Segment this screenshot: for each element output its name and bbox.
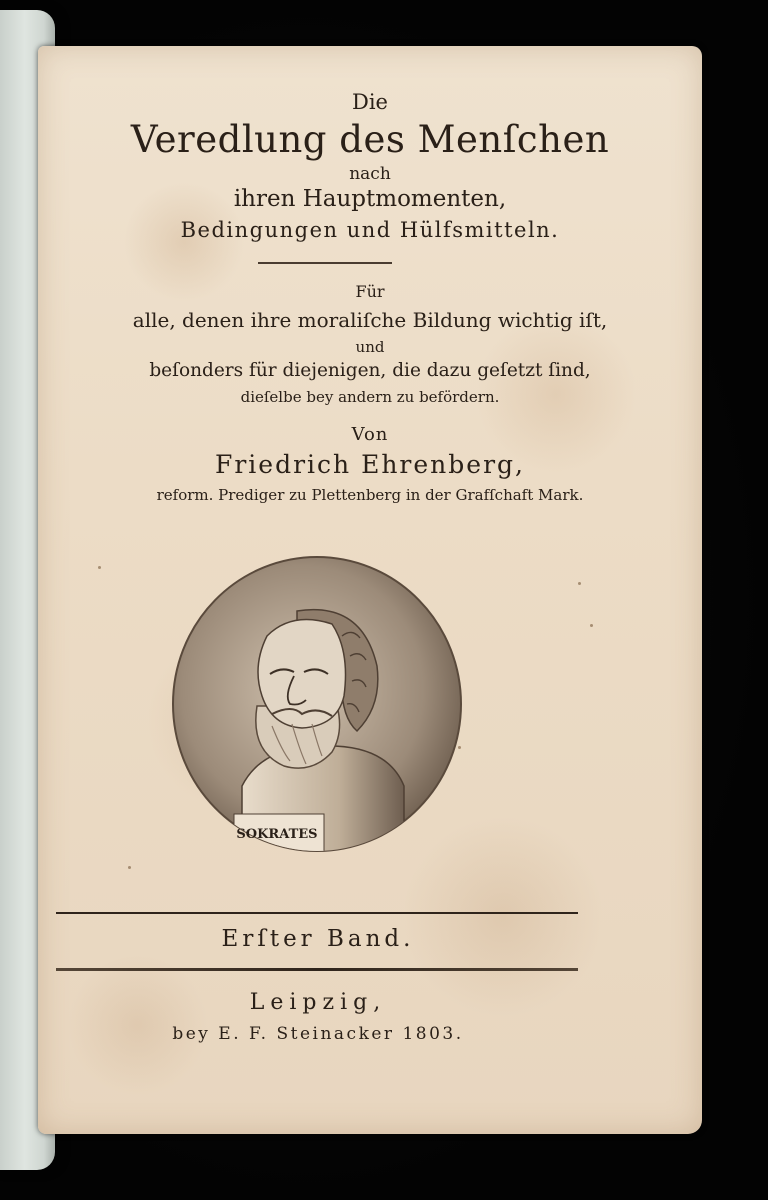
author-role: reform. Prediger zu Plettenberg in der Grafſchaft Mark.: [156, 486, 584, 504]
audience-line-1: alle, denen ihre moraliſche Bildung wichtig iſt,: [132, 308, 608, 332]
short-divider: [258, 262, 392, 264]
line-und: und: [355, 338, 385, 356]
volume-rule-bottom: [56, 968, 578, 971]
paper-speck: [590, 624, 593, 627]
line-von: Von: [351, 424, 389, 445]
line-fuer: Für: [355, 282, 385, 301]
publisher-line: bey E. F. Steinacker 1803.: [172, 1024, 464, 1044]
audience-line-2: beſonders für diejenigen, die dazu geſetzt ſind,: [149, 360, 591, 381]
socrates-portrait-engraving: [172, 556, 462, 852]
line-nach: nach: [349, 164, 391, 184]
volume-rule-top: [56, 912, 578, 914]
place-of-publication: Leipzig,: [249, 990, 387, 1015]
line-die: Die: [352, 90, 388, 114]
paper-speck: [128, 866, 131, 869]
paper-speck: [98, 566, 101, 569]
audience-line-3: dieſelbe bey andern zu befördern.: [240, 388, 500, 406]
book-title: Veredlung des Menſchen: [130, 118, 610, 161]
volume-label: Erſter Band.: [221, 926, 415, 952]
subtitle-line-2: Bedingungen und Hülfsmitteln.: [180, 218, 560, 242]
portrait-label: SOKRATES: [236, 827, 318, 842]
paper-speck: [578, 582, 581, 585]
title-page: [38, 46, 702, 1134]
paper-speck: [458, 746, 461, 749]
subtitle-line-1: ihren Hauptmomenten,: [233, 186, 507, 212]
author-name: Friedrich Ehrenberg,: [215, 450, 525, 479]
